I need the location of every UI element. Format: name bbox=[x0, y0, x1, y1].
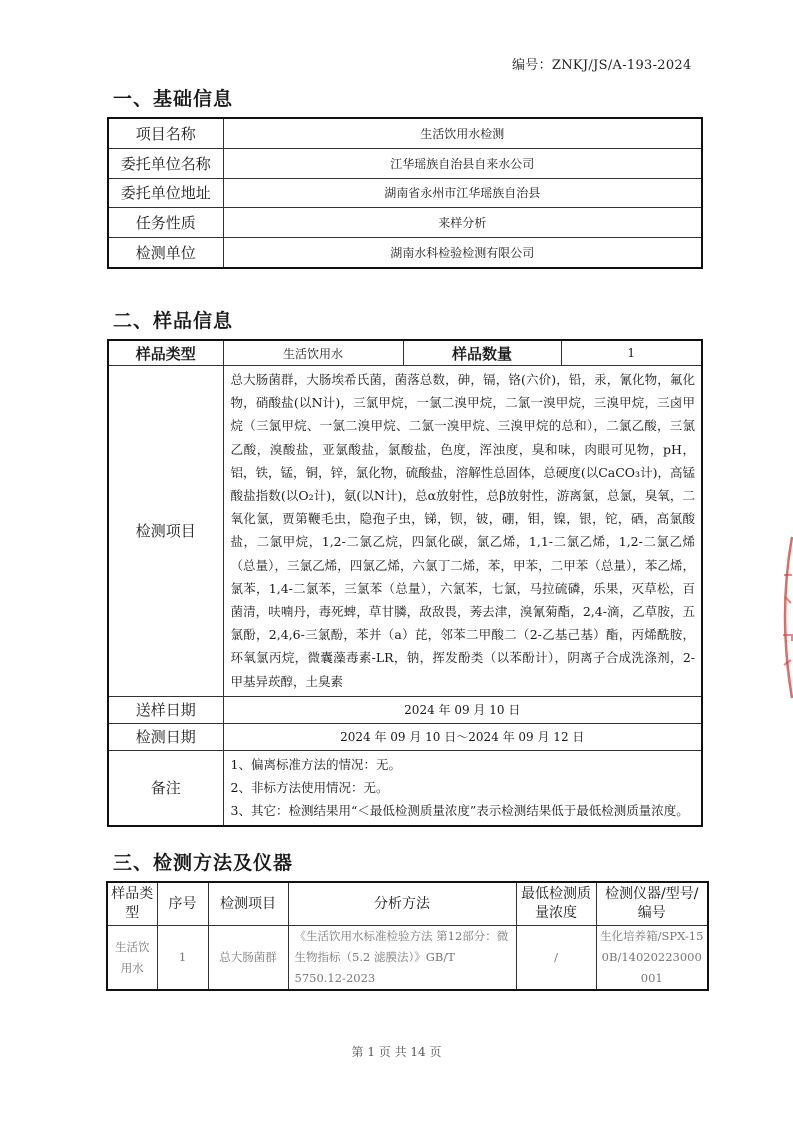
table-row bbox=[108, 750, 702, 826]
row-index: 1 bbox=[157, 926, 208, 991]
methods-table bbox=[106, 881, 709, 991]
table-row bbox=[108, 178, 702, 208]
basic-info-table bbox=[107, 117, 703, 269]
client-name-value: 江华瑶族自治县自来水公司 bbox=[223, 148, 702, 178]
section-sample-info-title: 二、样品信息 bbox=[113, 310, 234, 332]
row-sample-type: 生活饮用水 bbox=[107, 926, 157, 991]
test-date-value: 2024 年 09 月 10 日～2024 年 09 月 12 日 bbox=[223, 723, 702, 750]
table-row bbox=[108, 366, 702, 697]
header-min-concentration: 最低检测质量浓度 bbox=[516, 882, 596, 926]
row-min-concentration: / bbox=[516, 926, 596, 991]
sample-count-value: 1 bbox=[561, 340, 702, 366]
header-index: 序号 bbox=[157, 882, 208, 926]
note-line: 3、其它：检测结果用“＜最低检测质量浓度”表示检测结果低于最低检测质量浓度。 bbox=[230, 802, 689, 818]
table-header-row bbox=[107, 882, 708, 926]
section-basic-info-title: 一、基础信息 bbox=[113, 88, 234, 110]
client-address-value: 湖南省永州市江华瑶族自治县 bbox=[223, 178, 702, 208]
sample-type-label: 样品类型 bbox=[108, 340, 223, 366]
table-row bbox=[108, 148, 702, 178]
page-footer: 第 1 页 共 14 页 bbox=[351, 1045, 442, 1059]
header-analysis-method: 分析方法 bbox=[288, 882, 516, 926]
table-row bbox=[108, 118, 702, 148]
testing-unit-value: 湖南水科检验检测有限公司 bbox=[223, 238, 702, 268]
table-row bbox=[108, 208, 702, 238]
notes-label: 备注 bbox=[108, 750, 223, 826]
send-date-value: 2024 年 09 月 10 日 bbox=[223, 696, 702, 723]
header-sample-type: 样品类型 bbox=[107, 882, 157, 926]
table-row bbox=[108, 238, 702, 268]
header-instrument: 检测仪器/型号/编号 bbox=[596, 882, 708, 926]
row-analysis-method: 《生活饮用水标准检验方法 第12部分：微生物指标（5.2 滤膜法）》GB/T 5750.12-2023 bbox=[288, 926, 516, 991]
test-items-list: 总大肠菌群，大肠埃希氏菌，菌落总数，砷，镉，铬(六价)，铅，汞，氰化物，氟化物，硝酸盐(以N计)，三氯甲烷，一氯二溴甲烷，二氯一溴甲烷，三溴甲烷，三卤甲烷（三氯甲烷、一氯二溴甲烷、二氯一溴甲烷、三溴甲烷的总和），二氯乙酸，三氯乙酸，溴酸盐，亚氯酸盐，氯酸盐，色度，浑浊度，臭和味，肉眼可见物，pH，铝，铁，锰，铜，锌，氯化物，硫酸盐，溶解性总固体，总硬度(以CaCO₃计)，高锰酸盐指数(以O₂计)，氨(以N计)，总α放射性，总β放射性，游离氯，总氯，臭氧，二氧化氯，贾第鞭毛虫，隐孢子虫，锑，钡，铍，硼，钼，镍，银，铊，硒，高氯酸盐，二氯甲烷，1,2-二氯乙烷，四氯化碳，氯乙烯，1,1-二氯乙烯，1,2-二氯乙烯（总量），三氯乙烯，四氯乙烯，六氯丁二烯，苯，甲苯，二甲苯（总量），苯乙烯，氯苯，1,4-二氯苯，三氯苯（总量），六氯苯，七氯，马拉硫磷，乐果，灭草松，百菌清，呋喃丹，毒死蜱，草甘膦，敌敌畏，莠去津，溴氰菊酯，2,4-滴，乙草胺，五氯酚，2,4,6-三氯酚，苯并（a）芘，邻苯二甲酸二（2-乙基己基）酯，丙烯酰胺，环氧氯丙烷，微囊藻毒素-LR，钠，挥发酚类（以苯酚计），阴离子合成洗涤剂，2-甲基异莰醇，土臭素 bbox=[223, 366, 702, 697]
task-nature-label: 任务性质 bbox=[108, 208, 223, 238]
sample-info-table bbox=[107, 339, 703, 827]
red-seal-stamp-edge bbox=[770, 535, 793, 700]
client-address-label: 委托单位地址 bbox=[108, 178, 223, 208]
notes-content bbox=[223, 750, 702, 826]
send-date-label: 送样日期 bbox=[108, 696, 223, 723]
section-methods-title: 三、检测方法及仪器 bbox=[113, 852, 294, 874]
table-row bbox=[108, 340, 702, 366]
testing-unit-label: 检测单位 bbox=[108, 238, 223, 268]
note-line: 2、非标方法使用情况：无。 bbox=[230, 779, 389, 795]
sample-type-value: 生活饮用水 bbox=[223, 340, 403, 366]
header-test-item: 检测项目 bbox=[208, 882, 288, 926]
project-name-value: 生活饮用水检测 bbox=[223, 118, 702, 148]
row-instrument: 生化培养箱/SPX-150B/14020223000001 bbox=[596, 926, 708, 991]
client-name-label: 委托单位名称 bbox=[108, 148, 223, 178]
task-nature-value: 来样分析 bbox=[223, 208, 702, 238]
test-items-label: 检测项目 bbox=[108, 366, 223, 697]
table-row bbox=[108, 696, 702, 723]
project-name-label: 项目名称 bbox=[108, 118, 223, 148]
sample-count-label: 样品数量 bbox=[403, 340, 561, 366]
document-number: 编号：ZNKJ/JS/A-193-2024 bbox=[512, 58, 692, 73]
test-date-label: 检测日期 bbox=[108, 723, 223, 750]
note-line: 1、偏离标准方法的情况：无。 bbox=[230, 756, 401, 772]
table-row bbox=[108, 723, 702, 750]
row-test-item: 总大肠菌群 bbox=[208, 926, 288, 991]
table-row bbox=[107, 926, 708, 991]
